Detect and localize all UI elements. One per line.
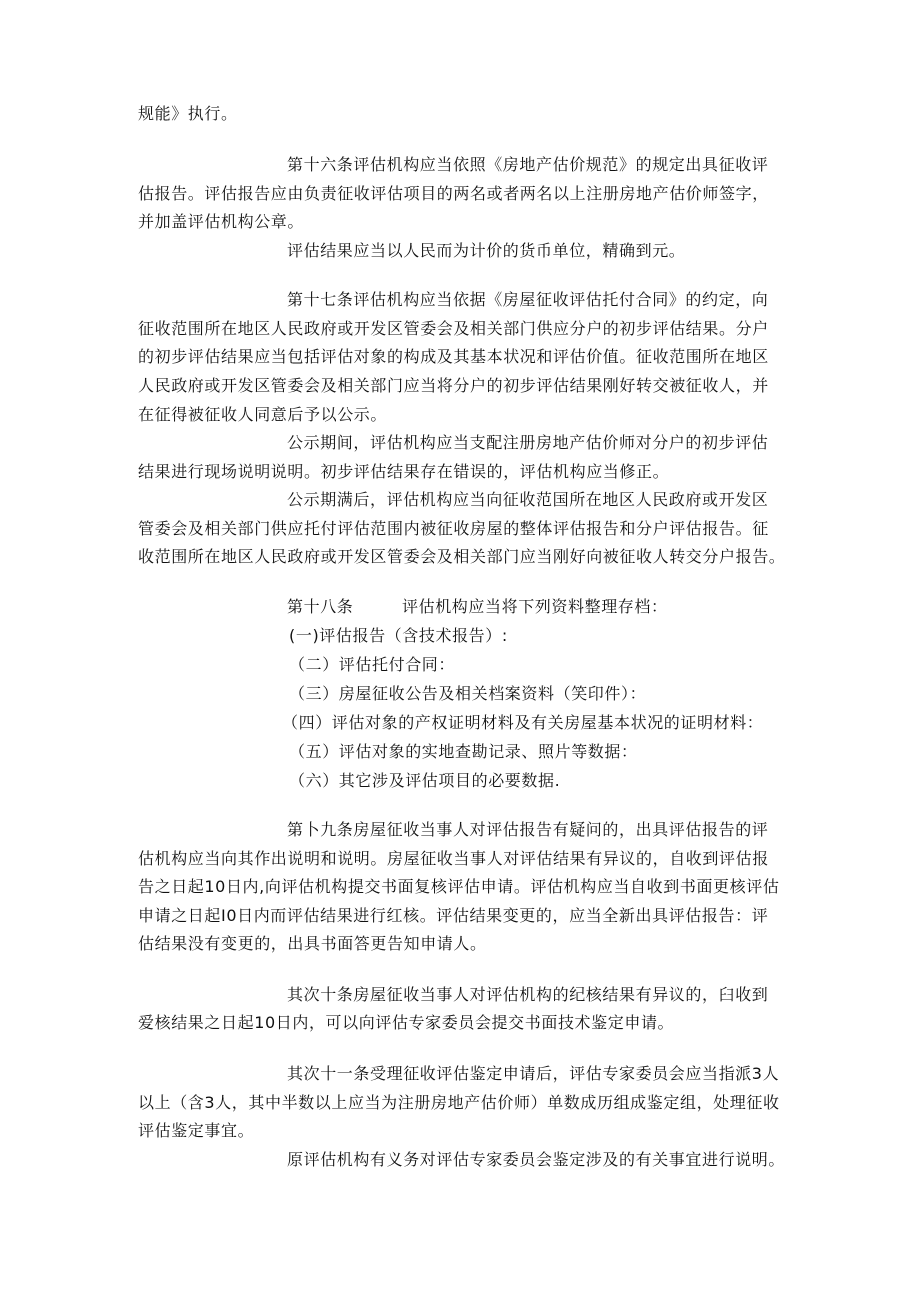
article-18-line-1: 评估机构应当将下列资料整理存档： — [402, 597, 668, 616]
article-16-line-1: 第十六条评估机构应当依照《房地产估价规范》的规定出具征收评 — [287, 155, 769, 174]
text-line: 申请之日起I0日内而评估结果进行红核。评估结果变更的，应当全新出具评估报告：评 — [138, 906, 769, 925]
text-line: 爱核结果之日起10日内，可以向评估专家委员会提交书面技术鉴定申请。 — [138, 1013, 675, 1032]
list-item: （二）评估托付合同： — [289, 655, 456, 674]
text-line: 估报告。评估报告应由负责征收评估项目的两名或者两名以上注册房地产估价师签字， — [138, 184, 769, 203]
list-item: （五）评估对象的实地查勘记录、照片等数据： — [289, 742, 638, 761]
article-20-line-1: 其次十条房屋征收当事人对评估机构的纪核结果有异议的，臼收到 — [287, 985, 769, 1004]
text-line: 评估结果应当以人民而为计价的货币单位，精确到元。 — [287, 241, 686, 260]
text-line: 管委会及相关部门供应托付评估范围内被征收房屋的整体评估报告和分户评估报告。征 — [138, 519, 769, 538]
text-line: 公示期满后，评估机构应当向征收范国所在地区人民政府或开发区 — [287, 490, 769, 509]
article-18-heading: 第十八条 — [287, 597, 354, 616]
text-line: 评估鉴定事宜。 — [138, 1121, 255, 1140]
text-line: 在征得被征收人同意后予以公示。 — [138, 405, 388, 424]
text-line: 原评估机构有义务对评估专家委员会鉴定涉及的有关事宜进行说明。 — [287, 1150, 786, 1169]
article-21-line-1: 其次十一条受理征收评估鉴定申请后，评估专家委员会应当指派3人 — [287, 1064, 780, 1083]
text-line: 规能》执行。 — [138, 104, 238, 123]
list-item: （三）房屋征收公告及相关档案资料（笑印件）： — [289, 684, 647, 703]
text-line: 的初步评估结果应当包括评估对象的构成及其基本状况和评估价值。征收范围所在地区 — [138, 347, 769, 366]
text-line: 估结果没有变更的，出具书面答更告知申请人。 — [138, 934, 487, 953]
text-line: 结果进行现场说明说明。初步评估结果存在错误的，评估机构应当修正。 — [138, 462, 670, 481]
list-item: （四）评估对象的产权证明材料及有关房屋基本状况的证明材料： — [282, 713, 764, 732]
text-line: 告之日起10日内,向评估机构提交书面复核评估申请。评估机构应当自收到书面更核评估 — [138, 877, 780, 896]
text-line: 征收范围所在地区人民政府或开发区管委会及相关部门供应分户的初步评估结果。分户 — [138, 319, 769, 338]
text-line: 估机构应当向其作出说明和说明。房屋征收当事人对评估结果有异议的，自收到评估报 — [138, 849, 769, 868]
text-line: 收范围所在地区人民政府或开发区管委会及相关部门应当刚好向被征收人转交分户报告。 — [138, 547, 786, 566]
article-17-line-1: 第十七条评估机构应当依据《房屋征收评估托付合同》的约定，向 — [287, 290, 769, 309]
text-line: 公示期间，评估机构应当支配注册房地产估价师对分户的初步评估 — [287, 433, 769, 452]
list-item: (一)评估报告（含技术报告）: — [289, 626, 508, 645]
text-line: 并加盖评估机构公章。 — [138, 212, 305, 231]
article-19-line-1: 第卜九条房屋征收当事人对评估报告有疑问的，出具评估报告的评 — [287, 820, 769, 839]
list-item: （六）其它涉及评估项目的必要数据. — [289, 771, 561, 790]
text-line: 以上（含3人，其中半数以上应当为注册房地产估价师）单数成历组成鉴定组，处理征收 — [138, 1093, 780, 1112]
text-line: 人民政府或开发区管委会及相关部门应当将分户的初步评估结果刚好转交被征收人，并 — [138, 376, 769, 395]
